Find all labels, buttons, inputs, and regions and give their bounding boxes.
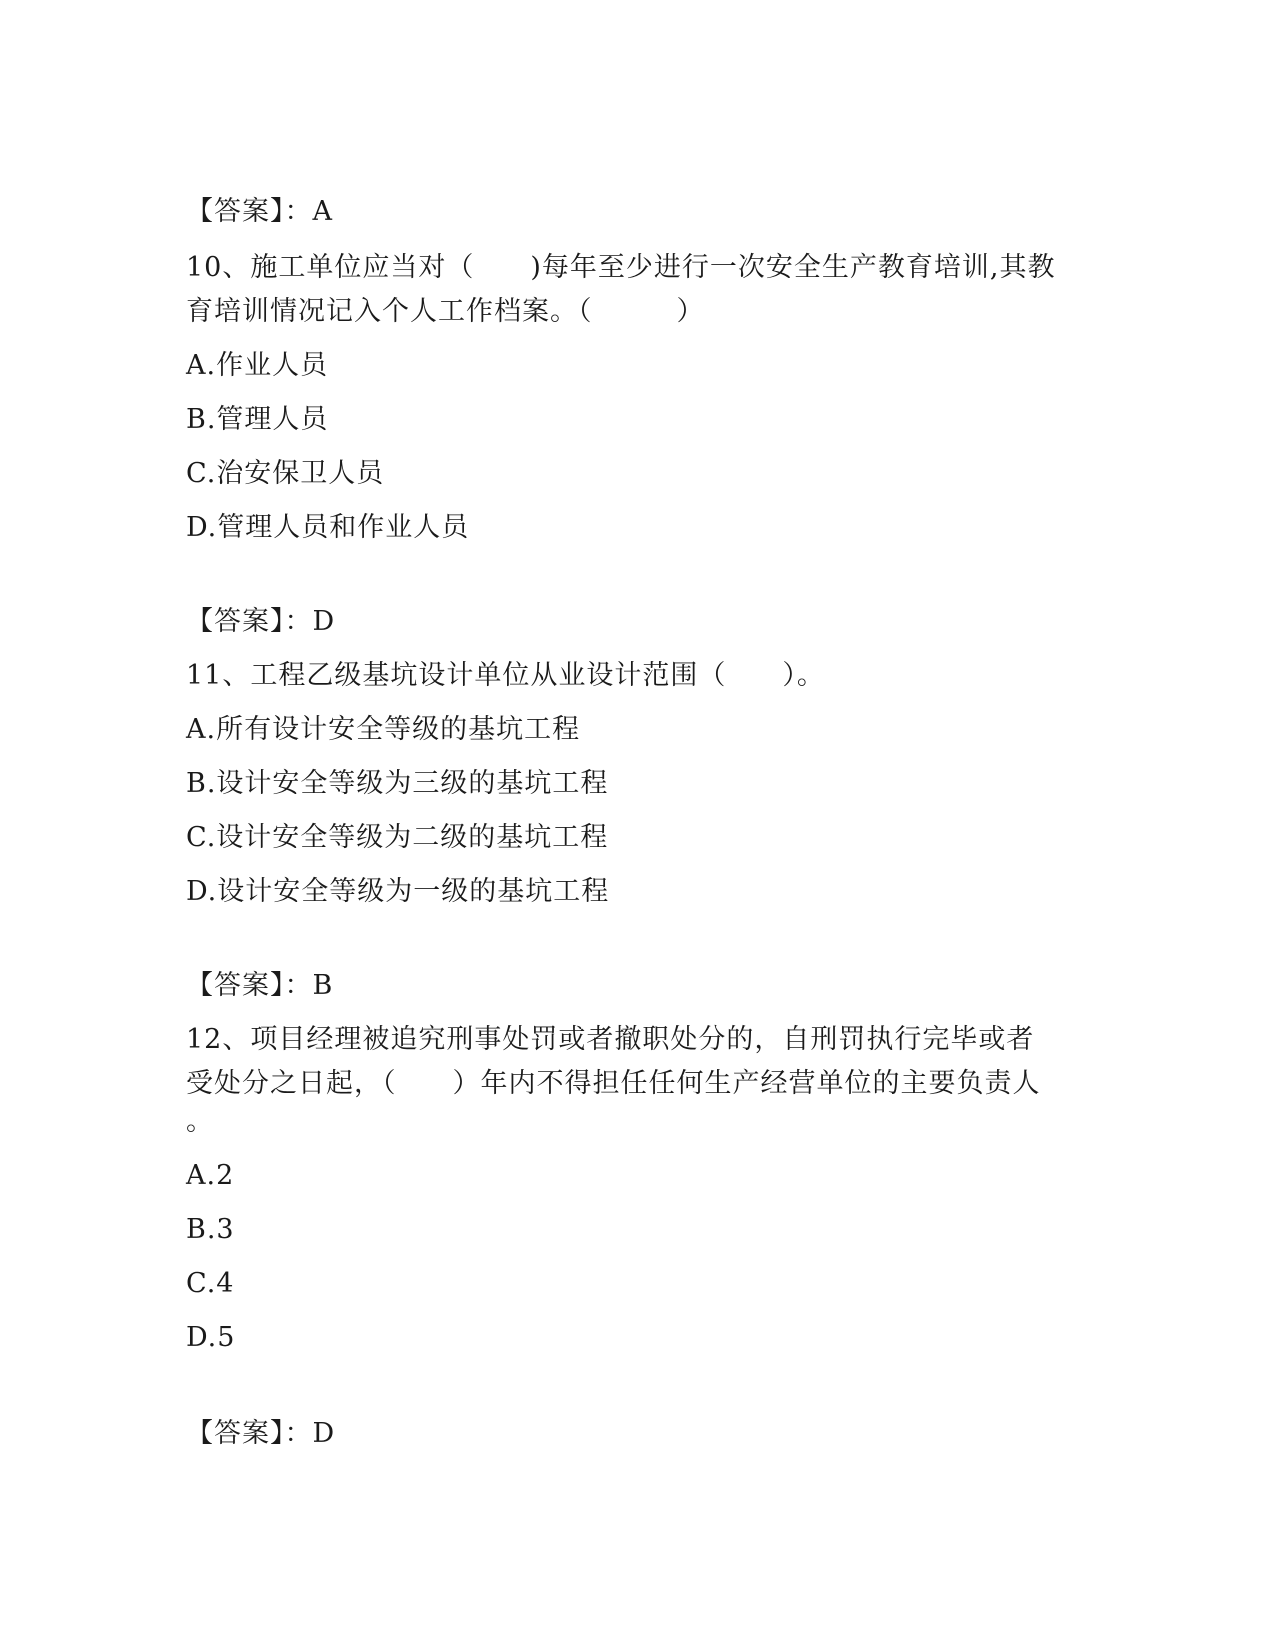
question-10-text-line-2: 育培训情况记入个人工作档案。（ ）: [186, 296, 705, 327]
option-d: D.设计安全等级为一级的基坑工程: [186, 876, 610, 907]
answer-line: 【答案】：A: [186, 196, 333, 227]
answer-line: 【答案】：D: [186, 1418, 336, 1449]
question-12-text-line-3: 。: [186, 1106, 214, 1137]
option-d: D.5: [186, 1322, 236, 1353]
option-a: A.作业人员: [186, 350, 329, 381]
option-b: B.管理人员: [186, 404, 329, 435]
question-11-text: 11、工程乙级基坑设计单位从业设计范围（ ）。: [186, 660, 825, 691]
answer-line: 【答案】：D: [186, 606, 336, 637]
option-c: C.设计安全等级为二级的基坑工程: [186, 822, 609, 853]
option-c: C.治安保卫人员: [186, 458, 385, 489]
answer-line: 【答案】：B: [186, 970, 334, 1001]
option-b: B.设计安全等级为三级的基坑工程: [186, 768, 609, 799]
question-10-text-line-1: 10、施工单位应当对（ )每年至少进行一次安全生产教育培训,其教: [186, 252, 1056, 283]
question-12-text-line-1: 12、项目经理被追究刑事处罚或者撤职处分的，自刑罚执行完毕或者: [186, 1024, 1035, 1055]
option-a: A.2: [186, 1160, 235, 1191]
option-c: C.4: [186, 1268, 235, 1299]
question-12-text-line-2: 受处分之日起，（ ）年内不得担任任何生产经营单位的主要负责人: [186, 1068, 1041, 1099]
option-d: D.管理人员和作业人员: [186, 512, 470, 543]
option-a: A.所有设计安全等级的基坑工程: [186, 714, 581, 745]
option-b: B.3: [186, 1214, 235, 1245]
